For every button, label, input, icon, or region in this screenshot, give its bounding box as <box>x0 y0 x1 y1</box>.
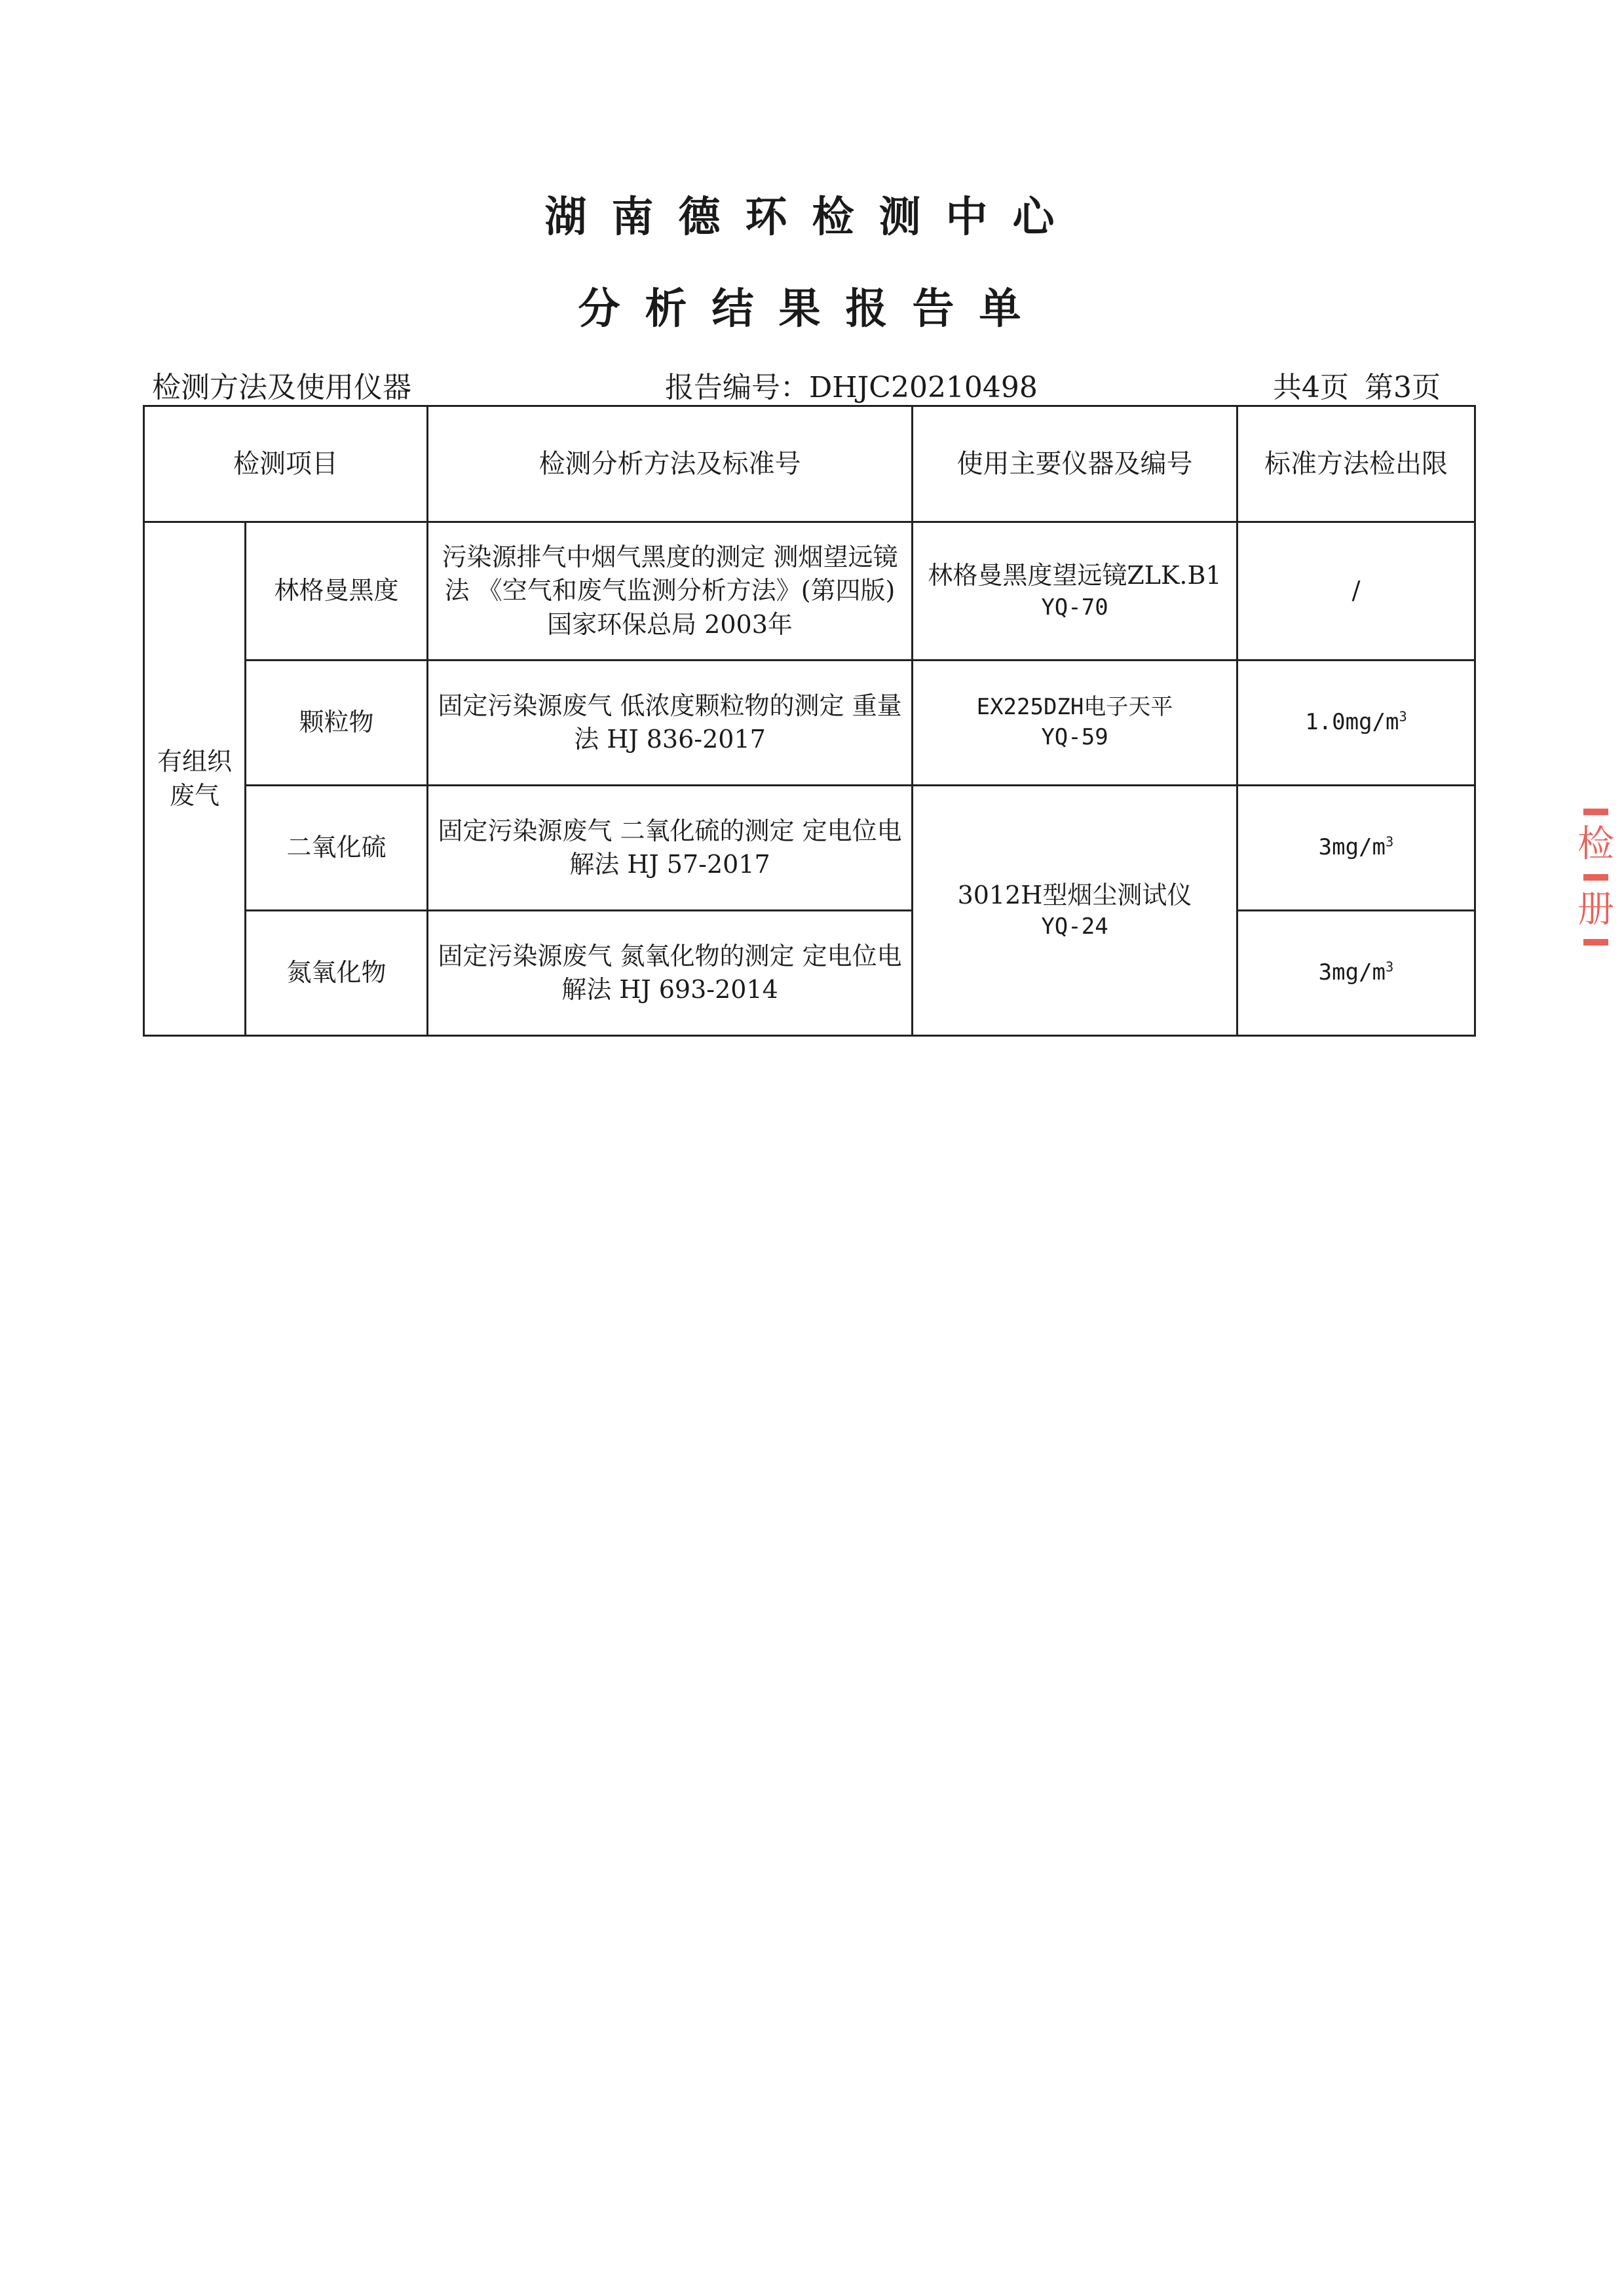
item-cell: 颗粒物 <box>246 660 428 786</box>
report-title: 分析结果报告单 <box>578 285 1046 334</box>
instrument-number: YQ-70 <box>1041 594 1108 621</box>
method-cell: 固定污染源废气 氮氧化物的测定 定电位电解法 HJ 693-2014 <box>428 911 913 1036</box>
instrument-cell <box>913 660 1237 786</box>
limit-exponent: 3 <box>1386 959 1394 975</box>
header-method: 检测分析方法及标准号 <box>428 406 913 522</box>
instrument-cell <box>913 522 1237 660</box>
seal-stamp <box>1573 799 1619 955</box>
table-row <box>144 660 1475 786</box>
page-number: 第3页 <box>1365 371 1441 404</box>
methods-table <box>143 405 1476 1037</box>
header-limit: 标准方法检出限 <box>1237 406 1475 522</box>
limit-exponent: 3 <box>1386 833 1394 850</box>
instrument-cell <box>913 786 1237 1036</box>
limit-cell <box>1237 660 1475 786</box>
method-cell: 污染源排气中烟气黑度的测定 测烟望远镜法 《空气和废气监测分析方法》(第四版) 国家环保总局 2003年 <box>428 522 913 660</box>
organization-title: 湖南德环检测中心 <box>544 193 1080 242</box>
stamp-mark <box>1583 874 1608 881</box>
method-cell: 固定污染源废气 二氧化硫的测定 定电位电解法 HJ 57-2017 <box>428 786 913 911</box>
method-cell: 固定污染源废气 低浓度颗粒物的测定 重量法 HJ 836-2017 <box>428 660 913 786</box>
limit-exponent: 3 <box>1399 708 1407 725</box>
header-item: 检测项目 <box>144 406 428 522</box>
instrument-name: 林格曼黑度望远镜ZLK.B1 <box>928 561 1222 590</box>
instrument-number: YQ-59 <box>1041 724 1108 750</box>
category-cell: 有组织 废气 <box>144 522 246 1036</box>
instrument-name: EX225DZH电子天平 <box>976 694 1173 721</box>
total-pages: 共4页 <box>1273 371 1349 404</box>
stamp-mark <box>1583 809 1608 815</box>
stamp-char: 册 <box>1577 888 1614 931</box>
table-row <box>144 786 1475 911</box>
table-header-row <box>144 406 1475 522</box>
table-row <box>144 522 1475 660</box>
limit-value: 3mg/m <box>1318 834 1386 861</box>
limit-cell: / <box>1237 522 1475 660</box>
stamp-char: 检 <box>1577 823 1614 866</box>
limit-cell <box>1237 786 1475 911</box>
item-cell: 氮氧化物 <box>246 911 428 1036</box>
page-info <box>1257 364 1441 406</box>
instrument-number: YQ-24 <box>1041 913 1108 940</box>
report-number: 报告编号：DHJC20210498 <box>665 371 1038 404</box>
item-cell: 二氧化硫 <box>246 786 428 911</box>
instrument-name: 3012H型烟尘测试仪 <box>957 880 1192 909</box>
limit-value: 3mg/m <box>1318 959 1386 986</box>
stamp-mark <box>1583 939 1608 946</box>
header-instrument: 使用主要仪器及编号 <box>913 406 1237 522</box>
section-label: 检测方法及使用仪器 <box>152 371 411 404</box>
limit-value: 1.0mg/m <box>1305 709 1399 736</box>
table-row <box>144 911 1475 1036</box>
limit-cell <box>1237 911 1475 1036</box>
item-cell: 林格曼黑度 <box>246 522 428 660</box>
